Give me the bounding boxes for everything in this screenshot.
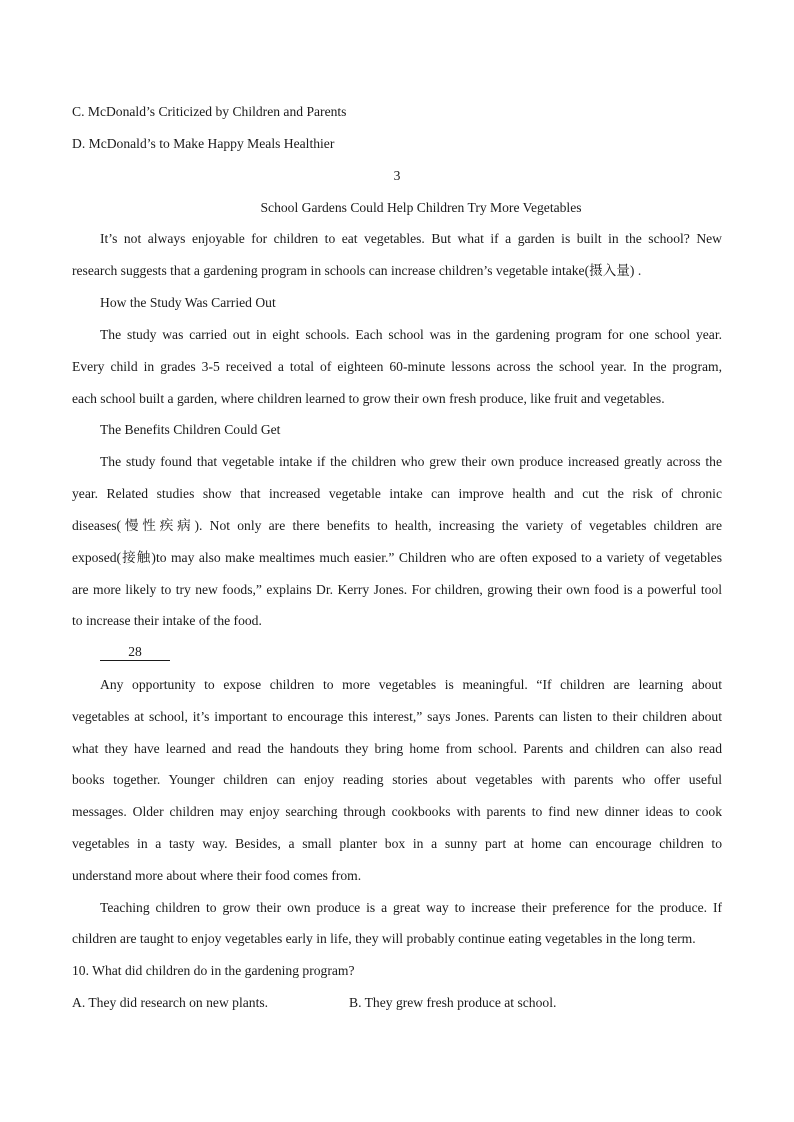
para3-line-4: books together. Younger children can enjoy reading stories about vegetables with parents who offer useful xyxy=(72,772,722,787)
heading-study: How the Study Was Carried Out xyxy=(100,295,276,310)
para3-line-2: vegetables at school, it’s important to encourage this interest,” says Jones. Parents can listen to their children about xyxy=(72,709,722,724)
para2-line-4: exposed(接触)to may also make mealtimes much easier.” Children who are often exposed to a variety of vegetables xyxy=(72,550,722,565)
question-10-stem: 10. What did children do in the gardening program? xyxy=(72,963,355,978)
option-c: C. McDonald’s Criticized by Children and Parents xyxy=(72,104,347,119)
para3-line-7: understand more about where their food comes from. xyxy=(72,868,362,883)
para2-line-5: are more likely to try new foods,” explains Dr. Kerry Jones. For children, growing their own food is a powerful tool xyxy=(72,582,722,597)
question-10-option-b: B. They grew fresh produce at school. xyxy=(349,995,557,1010)
para2-line-3: diseases(慢性疾病). Not only are there benefits to health, increasing the variety of vegetables children are xyxy=(72,518,722,533)
para4-line-1: Teaching children to grow their own produce is a great way to increase their preference for the produce. If xyxy=(100,900,722,915)
passage-number: 3 xyxy=(393,168,401,183)
para3-line-1: Any opportunity to expose children to more vegetables is meaningful. “If children are learning about xyxy=(100,677,722,692)
para3-line-3: what they have learned and read the handouts they bring home from school. Parents and children can also read xyxy=(72,741,722,756)
para3-line-6: vegetables in a tasty way. Besides, a small planter box in a sunny part at home can encourage children to xyxy=(72,836,722,851)
para1-line-2: Every child in grades 3-5 received a total of eighteen 60-minute lessons across the school year. In the program, xyxy=(72,359,722,374)
para1-line-3: each school built a garden, where children learned to grow their own fresh produce, like fruit and vegetables. xyxy=(72,391,665,406)
blank-28: 28 xyxy=(100,644,170,661)
passage-title: School Gardens Could Help Children Try More Vegetables xyxy=(260,200,582,215)
intro-line-1: It’s not always enjoyable for children to eat vegetables. But what if a garden is built in the school? New xyxy=(100,231,722,246)
para3-line-5: messages. Older children may enjoy searching through cookbooks with parents to find new dinner ideas to cook xyxy=(72,804,722,819)
para2-line-2: year. Related studies show that increased vegetable intake can improve health and cut the risk of chronic xyxy=(72,486,722,501)
option-d: D. McDonald’s to Make Happy Meals Healthier xyxy=(72,136,335,151)
para1-line-1: The study was carried out in eight schools. Each school was in the gardening program for one school year. xyxy=(100,327,722,342)
intro-line-2: research suggests that a gardening program in schools can increase children’s vegetable intake(摄入量) . xyxy=(72,263,642,278)
question-10-option-a: A. They did research on new plants. xyxy=(72,995,269,1010)
para2-line-1: The study found that vegetable intake if the children who grew their own produce increased greatly across the xyxy=(100,454,722,469)
para4-line-2: children are taught to enjoy vegetables early in life, they will probably continue eating vegetables in the long term. xyxy=(72,931,696,946)
para2-line-6: to increase their intake of the food. xyxy=(72,613,262,628)
heading-benefits: The Benefits Children Could Get xyxy=(100,422,281,437)
